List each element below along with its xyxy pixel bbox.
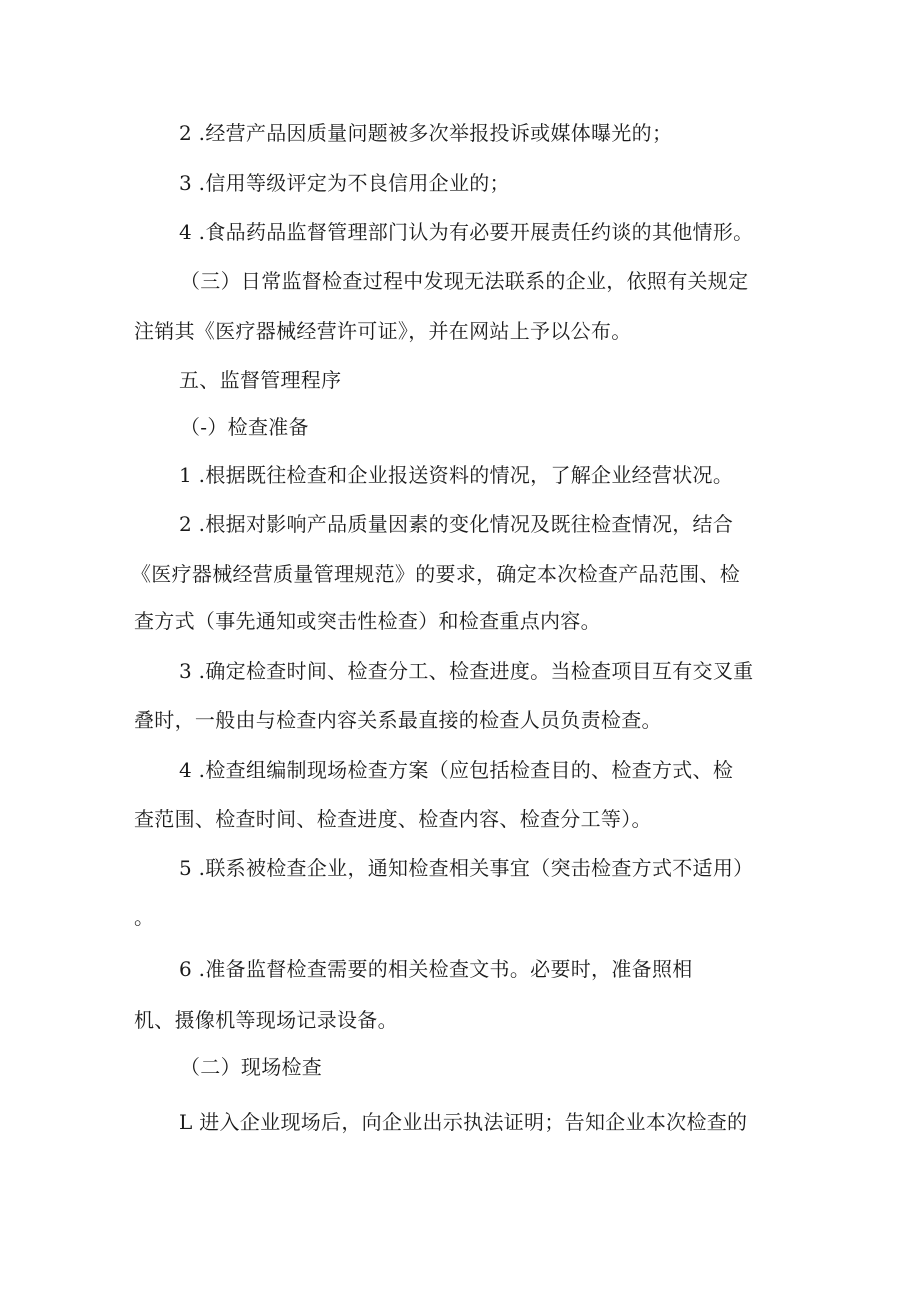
paragraph-line: 5 .联系被检查企业，通知检查相关事宜（突击检查方式不适用） [179, 856, 754, 880]
paragraph-line: 2 .经营产品因质量问题被多次举报投诉或媒体曝光的； [179, 121, 673, 145]
paragraph-line: 1 .根据既往检查和企业报送资料的情况，了解企业经营状况。 [179, 463, 734, 487]
paragraph-line: 查方式（事先通知或突击性检查）和检查重点内容。 [134, 609, 601, 633]
section-heading: 五、监督管理程序 [179, 368, 342, 392]
paragraph-line: 。 [134, 905, 155, 929]
paragraph-line: 4 .食品药品监督管理部门认为有必要开展责任约谈的其他情形。 [179, 220, 754, 244]
paragraph-line: 查范围、检查时间、检查进度、检查内容、检查分工等）。 [134, 807, 652, 831]
subsection-heading: （-）检查准备 [180, 415, 309, 439]
paragraph-line: 机、摄像机等现场记录设备。 [134, 1008, 398, 1032]
paragraph-line: 3 .信用等级评定为不良信用企业的； [179, 171, 510, 195]
paragraph-line: 2 .根据对影响产品质量因素的变化情况及既往检查情况，结合 [179, 512, 734, 536]
paragraph-line: 6 .准备监督检查需要的相关检查文书。必要时，准备照相 [179, 957, 693, 981]
paragraph-line: 3 .确定检查时间、检查分工、检查进度。当检查项目互有交叉重 [179, 659, 754, 683]
paragraph-line: 《医疗器械经营质量管理规范》的要求，确定本次检查产品范围、检 [131, 562, 740, 586]
paragraph-line: 叠时，一般由与检查内容关系最直接的检查人员负责检查。 [134, 708, 662, 732]
paragraph-line: L 进入企业现场后，向企业出示执法证明；告知企业本次检查的 [179, 1110, 748, 1134]
subsection-heading: （二）现场检查 [180, 1055, 323, 1079]
paragraph-line: 4 .检查组编制现场检查方案（应包括检查目的、检查方式、检 [179, 758, 734, 782]
paragraph-line: （三）日常监督检查过程中发现无法联系的企业，依照有关规定 [180, 269, 749, 293]
paragraph-line: 注销其《医疗器械经营许可证》，并在网站上予以公布。 [134, 319, 632, 343]
